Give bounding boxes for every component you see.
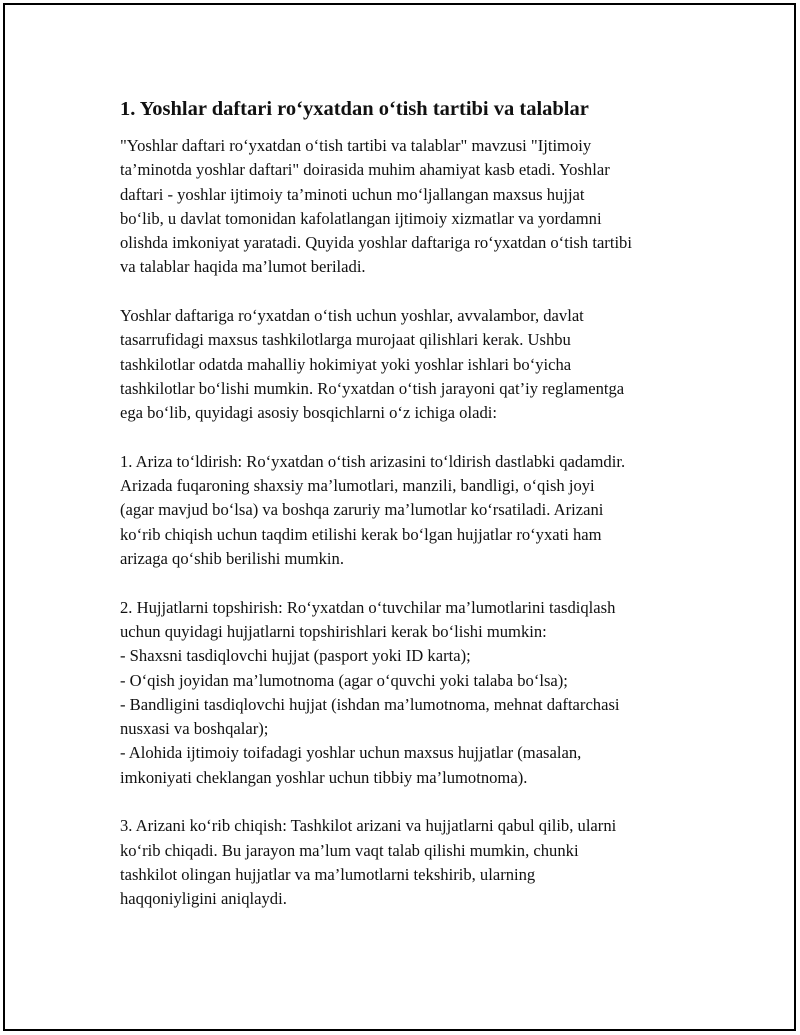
step-review-paragraph: 3. Arizani ko‘rib chiqish: Tashkilot arizani va hujjatlarni qabul qilib, ularni ko‘rib chiqadi. Bu jarayon ma’lum vaqt talab qilishi mumkin, chunki tashkilot olingan hujjatlar va ma’lumotlarni tekshirib, ularning haqqoniyligini aniqlaydi. [120,816,617,909]
page-frame [3,3,796,1031]
registration-paragraph: Yoshlar daftariga ro‘yxatdan o‘tish uchun yoshlar, avvalambor, davlat tasarrufidagi maxsus tashkilotlarga murojaat qilishlari kerak. Ushbu tashkilotlar odatda mahalliy hokimiyat yoki yoshlar ishlari bo‘yicha tashkilotlar bo‘lishi mumkin. Ro‘yxatdan o‘tish jarayoni qat’iy reglamentga ega bo‘lib, quyidagi asosiy bosqichlarni o‘z ichiga oladi: [120,306,625,423]
document-body [120,95,705,936]
document-title: 1. Yoshlar daftari ro‘yxatdan o‘tish tartibi va talablar [120,98,589,120]
intro-paragraph: "Yoshlar daftari ro‘yxatdan o‘tish tartibi va talablar" mavzusi "Ijtimoiy ta’minotda yoshlar daftari" doirasida muhim ahamiyat kasb etadi. Yoshlar daftari - yoshlar ijtimoiy ta’minoti uchun mo‘ljallangan maxsus hujjat bo‘lib, u davlat tomonidan kafolatlangan ijtimoiy xizmatlar va yordamni olishda imkoniyat yaratadi. Quyida yoshlar daftariga ro‘yxatdan o‘tish tartibi va talablar haqida ma’lumot beriladi. [120,136,632,277]
step-documents-paragraph: 2. Hujjatlarni topshirish: Ro‘yxatdan o‘tuvchilar ma’lumotlarini tasdiqlash uchun quyidagi hujjatlarni topshirishlari kerak bo‘lishi mumkin: - Shaxsni tasdiqlovchi hujjat (pasport yoki ID karta); - O‘qish joyidan ma’lumotnoma (agar o‘quvchi yoki talaba bo‘lsa); - Bandligini tasdiqlovchi hujjat (ishdan ma’lumotnoma, mehnat daftarchasi nusxasi va boshqalar); - Alohida ijtimoiy toifadagi yoshlar uchun maxsus hujjatlar (masalan, imkoniyati cheklangan yoshlar uchun tibbiy ma’lumotnoma). [120,597,620,787]
step-application-paragraph: 1. Ariza to‘ldirish: Ro‘yxatdan o‘tish arizasini to‘ldirish dastlabki qadamdir. Arizada fuqaroning shaxsiy ma’lumotlari, manzili, bandligi, o‘qish joyi (agar mavjud bo‘lsa) va boshqa zaruriy ma’lumotlar ko‘rsatiladi. Arizani ko‘rib chiqish uchun taqdim etilishi kerak bo‘lgan hujjatlar ro‘yxati ham arizaga qo‘shib berilishi mumkin. [120,451,626,569]
